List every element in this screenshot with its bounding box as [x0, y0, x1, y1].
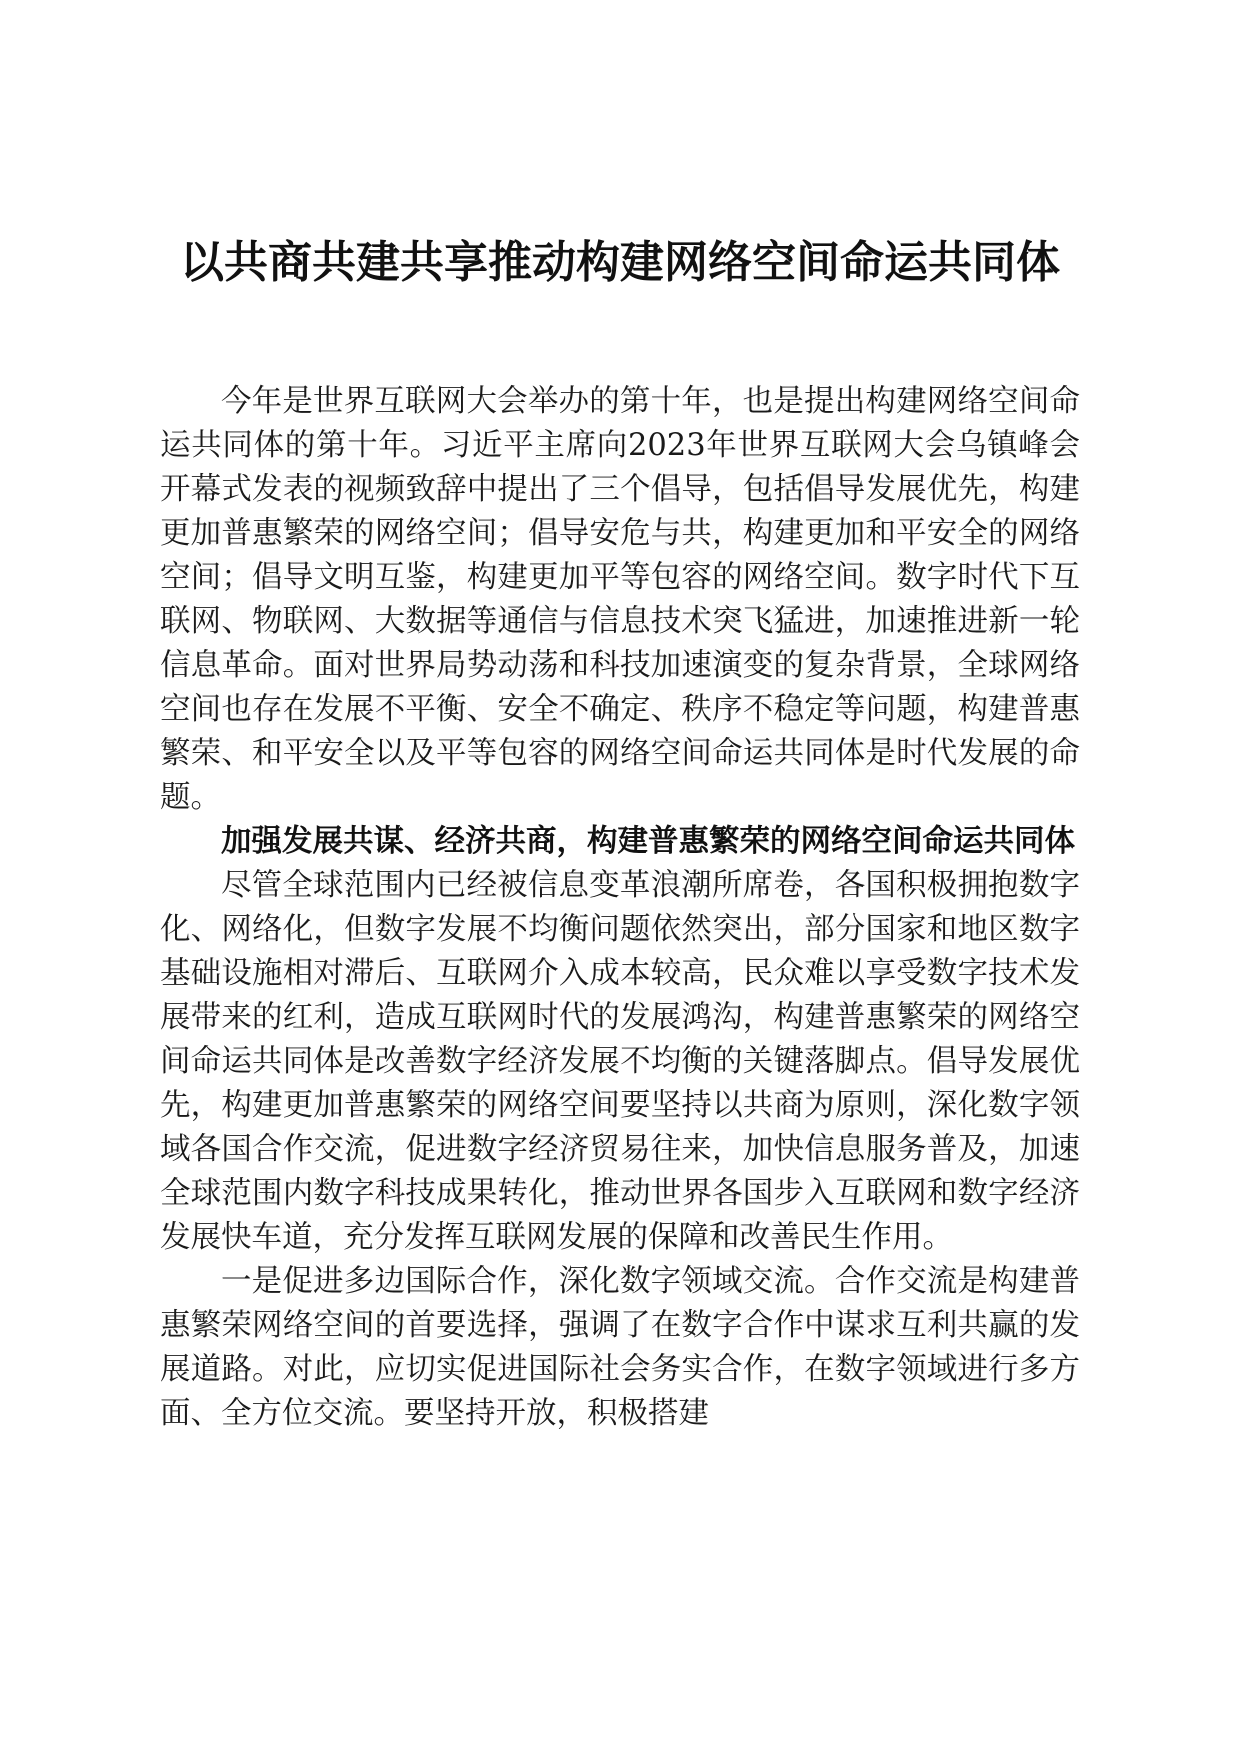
section-heading: 加强发展共谋、经济共商，构建普惠繁荣的网络空间命运共同体: [221, 824, 1075, 859]
document-title: 以共商共建共享推动构建网络空间命运共同体: [180, 237, 1060, 288]
body-paragraph: 尽管全球范围内已经被信息变革浪潮所席卷，各国积极拥抱数字化、网络化，但数字发展不均衡问题依然突出，部分国家和地区数字基础设施相对滞后、互联网介入成本较高，民众难以享受数字技术发展带来的红利，造成互联网时代的发展鸿沟，构建普惠繁荣的网络空间命运共同体是改善数字经济发展不均衡的关键落脚点。倡导发展优先，构建更加普惠繁荣的网络空间要坚持以共商为原则，深化数字领域各国合作交流，促进数字经济贸易往来，加快信息服务普及，加速全球范围内数字科技成果转化，推动世界各国步入互联网和数字经济发展快车道，充分发挥互联网发展的保障和改善民生作用。: [160, 868, 1080, 1255]
body-paragraph: 一是促进多边国际合作，深化数字领域交流。合作交流是构建普惠繁荣网络空间的首要选择，强调了在数字合作中谋求互利共赢的发展道路。对此，应切实促进国际社会务实合作，在数字领域进行多方面、全方位交流。要坚持开放，积极搭建: [160, 1264, 1080, 1431]
document-body: [160, 380, 1080, 1436]
intro-paragraph: 今年是世界互联网大会举办的第十年，也是提出构建网络空间命运共同体的第十年。习近平主席向2023年世界互联网大会乌镇峰会开幕式发表的视频致辞中提出了三个倡导，包括倡导发展优先，构建更加普惠繁荣的网络空间；倡导安危与共，构建更加和平安全的网络空间；倡导文明互鉴，构建更加平等包容的网络空间。数字时代下互联网、物联网、大数据等通信与信息技术突飞猛进，加速推进新一轮信息革命。面对世界局势动荡和科技加速演变的复杂背景，全球网络空间也存在发展不平衡、安全不确定、秩序不稳定等问题，构建普惠繁荣、和平安全以及平等包容的网络空间命运共同体是时代发展的命题。: [160, 384, 1080, 815]
